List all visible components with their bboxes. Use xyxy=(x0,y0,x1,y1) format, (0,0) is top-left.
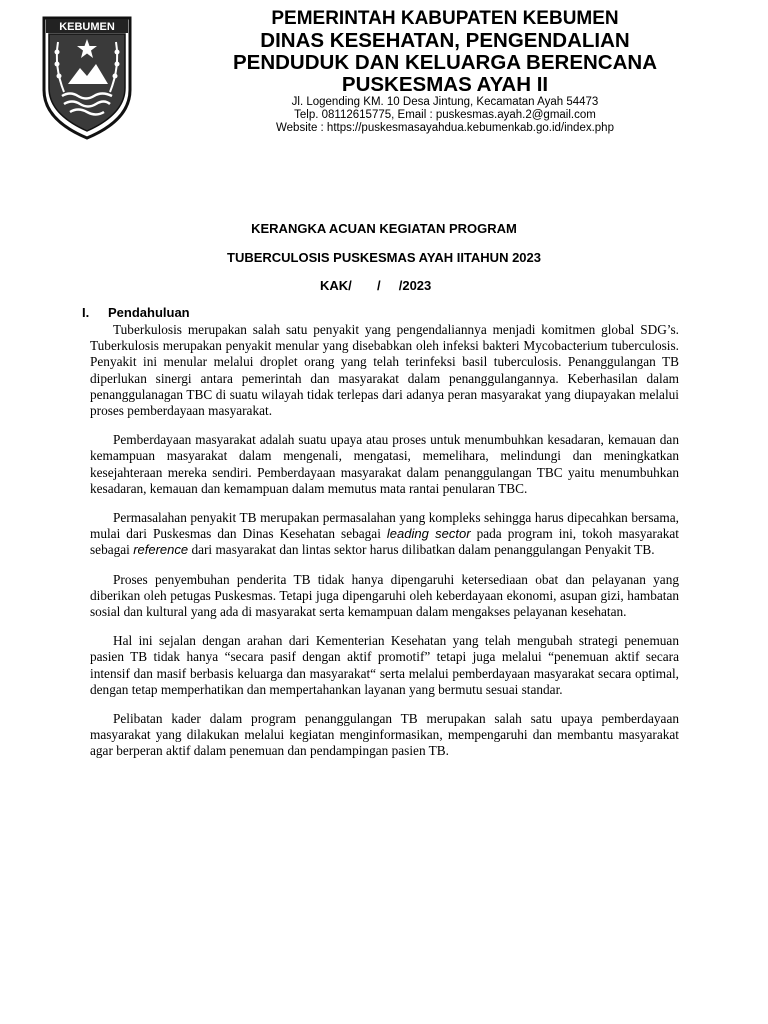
letterhead-address: Jl. Logending KM. 10 Desa Jintung, Kecamatan Ayah 54473 xyxy=(291,96,599,108)
letterhead-agency-line1: DINAS KESEHATAN, PENGENDALIAN xyxy=(260,29,630,52)
document-body xyxy=(90,322,679,773)
letterhead-government: PEMERINTAH KABUPATEN KEBUMEN xyxy=(271,8,619,29)
paragraph-2: Pemberdayaan masyarakat adalah suatu upaya atau proses untuk menumbuhkan kesadaran, kemauan dan kemampuan masyarakat dalam mengenali, mengatasi, memelihara, melindungi dan meningkatkan kesejahteraan mereka sendiri. Pemberdayaan masyarakat dalam penanggulangan TBC yaitu menumbuhkan kesadaran, kemauan dan kemampuan dalam memutus mata rantai penularan TBC. xyxy=(90,432,679,496)
paragraph-3-part-a: Permasalahan penyakit TB merupakan permasalahan yang kompleks sehingga harus dipecahkan bersama, mulai dari Puskesmas dan Dinas Kesehatan sebagai xyxy=(90,510,679,542)
section-title: Pendahuluan xyxy=(108,305,190,320)
letterhead-contact: Telp. 08112615775, Email : puskesmas.ayah.2@gmail.com xyxy=(294,109,596,121)
section-number: I. xyxy=(82,305,90,320)
kebumen-crest-logo xyxy=(40,12,134,142)
paragraph-3 xyxy=(90,510,679,559)
document-number: KAK/ / /2023 xyxy=(320,278,432,293)
term-reference: reference xyxy=(133,542,189,558)
letterhead-puskesmas: PUSKESMAS AYAH II xyxy=(341,73,549,96)
letterhead-website: Website : https://puskesmasayahdua.kebumenkab.go.id/index.php xyxy=(276,122,614,134)
paragraph-3-part-c: pada program ini, tokoh masyarakat sebagai xyxy=(90,526,679,558)
paragraph-4: Proses penyembuhan penderita TB tidak hanya dipengaruhi ketersediaan obat dan pelayanan yang diberikan oleh petugas Puskesmas. Tetapi juga dipengaruhi oleh keberdayaan ekonomi, asupan gizi, hambatan sosial dan kultural yang ada di masyarakat serta kemampuan dalam mengakses pelayanan kesehatan. xyxy=(90,571,679,620)
document-title: KERANGKA ACUAN KEGIATAN PROGRAM xyxy=(251,221,517,236)
section-heading xyxy=(82,305,190,320)
logo-text: KEBUMEN xyxy=(59,21,115,33)
paragraph-3-part-e: dari masyarakat dan lintas sektor harus dilibatkan dalam penanggulangan Penyakit TB. xyxy=(188,542,655,558)
paragraph-5: Hal ini sejalan dengan arahan dari Kementerian Kesehatan yang telah mengubah strategi penemuan pasien TB tidak hanya “secara pasif dengan aktif promotif” tetapi juga melalui “penemuan aktif secara intensif dan masif berbasis keluarga dan masyarakat“ serta melalui pemberdayaan masyarakat secara optimal, dengan tetap memperhatikan dan mempertahankan layanan yang bermutu sesuai standar. xyxy=(90,633,679,697)
letterhead-agency-line2: PENDUDUK DAN KELUARGA BERENCANA xyxy=(232,51,658,74)
paragraph-1: Tuberkulosis merupakan salah satu penyakit yang pengendaliannya menjadi komitmen global SDG’s. Tuberkulosis merupakan penyakit menular yang disebabkan oleh infeksi bakteri Mycobacterium tuberculosis. Penyakit ini menular melalui droplet orang yang telah terinfeksi basil tuberculosis. Penanggulangan TB diperlukan sinergi antara pemerintah dan masyarakat dalam penanggulangannya. Keberhasilan dalam penanggulanagan TBC di suatu wilayah tidak terlepas dari adanya peran masyarakat yang diupayakan melalui proses pemberdayaan masyarakat. xyxy=(90,322,679,419)
term-leading-sector: leading sector xyxy=(386,526,471,542)
document-subtitle: TUBERCULOSIS PUSKESMAS AYAH IITAHUN 2023 xyxy=(227,250,541,265)
letterhead xyxy=(150,8,740,135)
paragraph-6: Pelibatan kader dalam program penanggulangan TB merupakan salah satu upaya pemberdayaan masyarakat yang dilakukan melalui kegiatan menginformasikan, mempengaruhi dan membantu masyarakat agar berperan aktif dalam penemuan dan pendampingan pasien TB. xyxy=(90,711,679,759)
